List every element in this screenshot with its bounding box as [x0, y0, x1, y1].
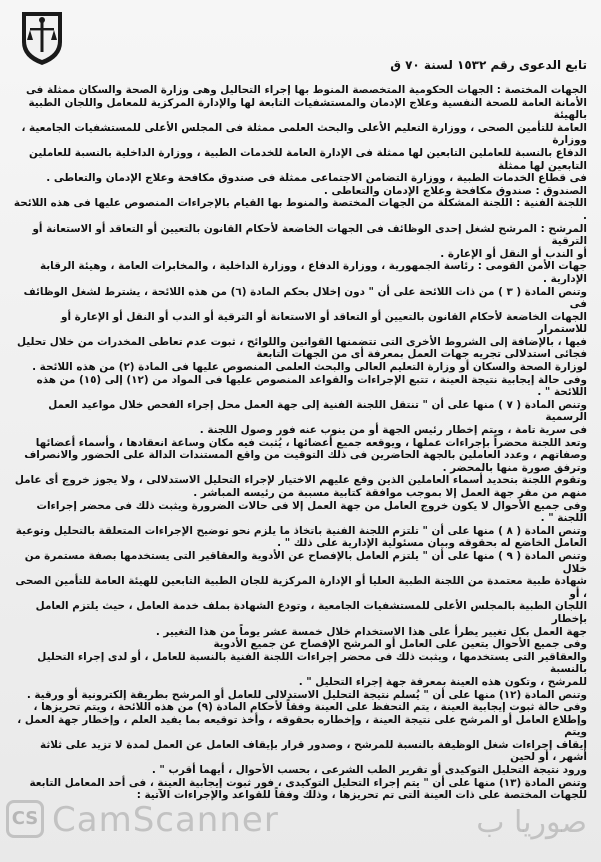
body-line: اللجان الطبية بالمجلس الأعلى للمستشفيات الجامعية ، وتودع الشهادة بملف خدمة العامل ، حيث يلتزم العامل بإخطار — [35, 600, 587, 625]
camscanner-logo-icon: CS — [6, 800, 44, 838]
body-line: فيها ، بالإضافة إلى الشروط الأخرى التى تتضمنها القوانين واللوائح ، ثبوت عدم تعاطى المخدرات من خلال تحليل — [16, 335, 587, 348]
body-line: فجائى استدلالى تجريه جهات العمل بمعرفة أى من الجهات التابعة — [256, 348, 587, 361]
body-line: وفى حالة ثبوت إيجابية العينة ، يتم التحفظ على العينة وفقاً لأحكام المادة (٩) من هذه اللائحة ، ويتم تحريزها ، — [33, 701, 587, 714]
body-line: والعقاقير التى يستخدمها ، ويثبت ذلك فى محضر إجراءات اللجنة الفنية بالنسبة للعامل ، أو لدى إجراء التحليل بالنسبة — [37, 650, 587, 676]
body-line: العامة للتأمين الصحى ، ووزارة التعليم الأعلى والبحث العلمى ممثلة فى المجلس الأعلى للمستشفيات الجامعية ، ووزارة — [21, 121, 587, 147]
body-line: وتنص المادة (١٢) منها على أن " يُسلم نتيجة التحليل الاستدلالى للعامل أو المرشح بطريقة إلكترونية أو ورقية . — [26, 688, 587, 701]
body-line: وترفق صورة منها بالمحضر . — [442, 461, 587, 474]
body-line: الأمانة العامة للصحة النفسية وعلاج الإدمان والمستشفيات التابعة لها والإدارة المركزية للمعامل واللجان الطبية بالهيئة — [28, 96, 587, 122]
body-line: فى قطاع الخدمات الطبية ، ووزارة التضامن الاجتماعى ممثلة فى صندوق مكافحة وعلاج الإدمان والتعاطى . — [46, 172, 587, 185]
body-line: فى سرية تامة ، ويتم إخطار رئيس الجهة أو من ينوب عنه فور وصول اللجنة . — [199, 424, 587, 437]
body-line: شهادة طبية معتمدة من اللجنة الطبية العليا أو الإدارة المركزية للجان الطبية التابعين للهيئة العامة للتأمين الصحى ، أو — [15, 575, 587, 600]
watermark-arabic: صوريا ب — [476, 805, 587, 840]
court-emblem-icon — [12, 8, 72, 68]
body-line: الصندوق : صندوق مكافحة وعلاج الإدمان والتعاطى . — [323, 184, 587, 197]
body-line: الجهات المختصة : الجهات الحكومية المتخصصة المنوط بها إجراء التحاليل وهى وزارة الصحة والسكان ممثلة فى — [26, 84, 587, 96]
scanner-watermark — [0, 800, 601, 852]
body-line: منهم من مقر جهة العمل إلا بموجب موافقة كتابية مسببة من رئيسه المباشر . — [193, 487, 587, 499]
body-line: اللجنة الفنية : اللجنة المشكلة من الجهات المختصة والمنوط بها القيام بالإجراءات المنصوص عليها فى هذه اللائحة . — [13, 197, 587, 222]
body-line: اللائحة " . — [537, 386, 587, 399]
body-line: اللجنة " . — [540, 512, 587, 525]
body-line: وتقوم اللجنة بتحديد أسماء العاملين الذين وقع عليهم الاختيار لإجراء التحليل الاستدلالى ، ولا يجوز خروج أى عامل — [14, 474, 587, 487]
body-line: للمرشح ، وتكون هذه العينة بمعرفة جهة إجراء التحليل " . — [298, 675, 587, 688]
body-line: وتعد اللجنة محضراً بإجراءات عملها ، ويوقعه جميع أعضائها ، يُثبت فيه مكان وساعة انعقادها ، وأسماء أعضائها — [35, 436, 587, 449]
body-line: وإطلاع العامل أو المرشح على نتيجة العينة ، وإخطاره بحقوقه ، وأخذ توقيعه بما يفيد العلم ، وإخطار جهة العمل ، ويتم — [17, 713, 587, 739]
body-line: إيقاف إجراءات شغل الوظيفة بالنسبة للمرشح ، وصدور قرار بإيقاف العامل عن العمل لمدة لا تزيد على ثلاثة أشهر ، أو لحين — [40, 738, 587, 764]
body-line: جهة العمل بكل تغيير يطرأ على هذا الاستخدام خلال خمسة عشر يوماً من هذا التغيير . — [155, 625, 587, 638]
body-line: وتنص المادة ( ٧ ) منها على أن " تنتقل اللجنة الفنية إلى جهة العمل محل إجراء الفحص خلال مواعيد العمل الرسمية — [48, 398, 587, 424]
body-line: وتنص المادة ( ٩ ) منها على أن " يلتزم العامل بالإفصاح عن الأدوية والعقاقير التى يستخدمها بصفة مستمرة من خلال — [24, 549, 587, 575]
body-line: أو الندب أو النقل أو الإعارة . — [440, 247, 587, 260]
body-line: الجهات الخاضعة لأحكام القانون بالتعيين أو التعاقد أو الاستعانة أو الترقية أو الندب أو النقل أو الإعارة أو للاستمرار — [61, 310, 587, 336]
body-line: للجهات المختصة على ذات العينة التى تم تحريزها ، وذلك وفقاً للقواعد والإجراءات الآتية : — [136, 789, 587, 802]
body-line: الدفاع بالنسبة للعاملين التابعين لها ممثلة فى الإدارة العامة للخدمات الطبية ، ووزارة الداخلية بالنسبة للعاملين التابعين لها ممثلة — [28, 146, 587, 172]
body-line: وتنص المادة (١٣) منها على أن " يتم إجراء التحليل التوكيدى ، فور ثبوت إيجابية العينة ، فى أحد المعامل التابعة — [29, 776, 587, 789]
body-line: وتنص المادة ( ٨ ) منها على أن " تلتزم اللجنة الفنية باتخاذ ما يلزم نحو توضيح الإجراءات المتعلقة بالتحليل وتوعية — [15, 524, 587, 537]
body-line: ورود نتيجة التحليل التوكيدى أو تقرير الطب الشرعى ، بحسب الأحوال ، أيهما أقرب " . — [151, 764, 587, 777]
body-line: وفى حالة إيجابية نتيجة العينة ، تتبع الإجراءات والقواعد المنصوص عليها فى المواد من (١٢) إلى (١٥) من هذه — [36, 373, 587, 386]
ruling-body-text — [12, 84, 587, 802]
body-line: وتنص المادة ( ٣ ) من ذات اللائحة على أن " دون إخلال بحكم المادة (٦) من هذه اللائحة ، يشترط لشغل الوظائف فى — [23, 285, 587, 311]
body-line: وفى جميع الأحوال لا يكون خروج العامل من جهة العمل إلا فى حالات الضرورة ويثبت ذلك فى محضر إجراءات — [36, 499, 587, 512]
body-line: العامل الخاضع له بحقوقه وبيان مسئولية الإدارية على ذلك " . — [277, 537, 587, 550]
body-line: وفى جميع الأحوال يتعين على العامل أو المرشح الإفصاح عن جميع الأدوية — [213, 638, 587, 651]
body-line: المرشح : المرشح لشغل إحدى الوظائف فى الجهات الخاضعة لأحكام القانون بالتعيين أو التعاقد أو الاستعانة أو الترقية — [32, 222, 587, 248]
watermark-brand: CamScanner — [52, 800, 279, 840]
body-line: لوزارة الصحة والسكان أو وزارة التعليم العالى والبحث العلمى المنصوص عليها فى المادة (٢) من هذه اللائحة . — [32, 361, 587, 374]
body-line: وصفاتهم ، وعدد العاملين بالجهة الحاضرين فى ذلك التوقيت من واقع المستندات الدالة على الحضور والانصراف — [24, 449, 587, 462]
case-reference: تابع الدعوى رقم ١٥٣٢ لسنة ٧٠ ق — [390, 58, 587, 72]
body-line: جهات الأمن القومى : رئاسة الجمهورية ، ووزارة الدفاع ، ووزارة الداخلية ، والمخابرات العامة ، وهيئة الرقابة الإدارية . — [39, 260, 587, 285]
